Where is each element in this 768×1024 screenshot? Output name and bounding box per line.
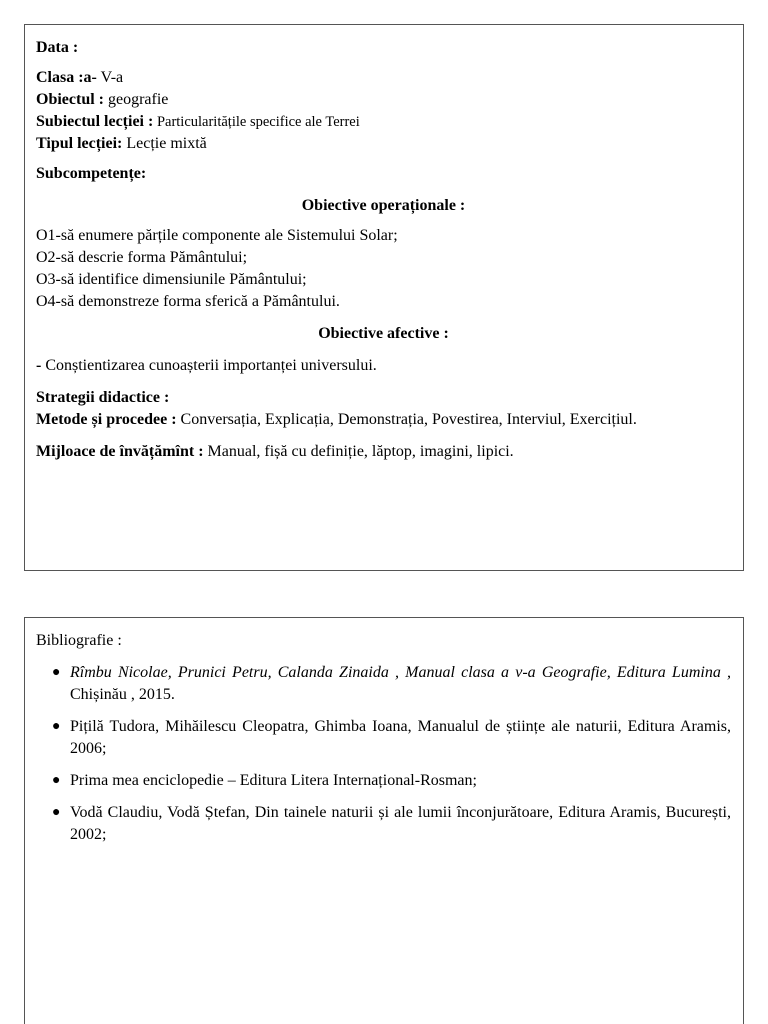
objective-text: forma sferică a Pământului bbox=[163, 293, 336, 310]
objective-prefix: O1-să enumere bbox=[36, 227, 138, 244]
objective-suffix: ; bbox=[393, 227, 398, 244]
objective-item bbox=[36, 225, 731, 247]
bibliography-italic: Rîmbu Nicolae, Prunici Petru, Calanda Zinaida , Manual clasa a v-a Geografie, Editura Lumina , bbox=[70, 664, 731, 681]
obiective-operationale-heading: Obiective operaționale : bbox=[301, 197, 466, 214]
bibliography-item bbox=[36, 662, 731, 706]
bullet-icon: ● bbox=[52, 719, 61, 734]
bibliography-item bbox=[36, 770, 731, 792]
bullet-icon: ● bbox=[52, 805, 61, 820]
bibliography-text: Pițilă Tudora, Mihăilescu Cleopatra, Ghimba Ioana, Manualul de științe ale naturii, Editura Aramis, 2006; bbox=[70, 718, 731, 757]
metode-value: Conversația, Explicația, Demonstrația, Povestirea, Interviul, Exercițiul. bbox=[176, 411, 637, 428]
objective-prefix: O3-să identifice bbox=[36, 271, 143, 288]
tipul-value: Lecție mixtă bbox=[122, 135, 207, 152]
objective-text: dimensiunile Pământului bbox=[142, 271, 303, 288]
objective-suffix: . bbox=[335, 293, 340, 310]
afective-item bbox=[36, 355, 731, 377]
objective-text: părțile componente ale Sistemului Solar bbox=[137, 227, 394, 244]
bullet-icon: ● bbox=[52, 665, 61, 680]
subiectul-value: Particularitățile specifice ale Terrei bbox=[153, 114, 360, 130]
bibliography-item bbox=[36, 802, 731, 846]
mijloace-value: Manual, fișă cu definiție, lăptop, imagini, lipici. bbox=[203, 443, 514, 460]
mijloace-label: Mijloace de învățămînt : bbox=[36, 443, 204, 460]
objective-suffix: ; bbox=[302, 271, 307, 288]
obiective-afective-heading: Obiective afective : bbox=[318, 325, 449, 342]
subiectul-line bbox=[36, 111, 731, 133]
objective-text: forma Pământului bbox=[127, 249, 243, 266]
objective-suffix: ; bbox=[242, 249, 248, 266]
lesson-plan-box bbox=[24, 24, 744, 571]
bibliography-box bbox=[24, 617, 744, 1024]
subcompetente-label: Subcompetențe: bbox=[36, 165, 147, 182]
bibliography-text: Prima mea enciclopedie – Editura Litera Internațional-Rosman; bbox=[70, 772, 477, 789]
bibliography-item bbox=[36, 716, 731, 760]
clasa-label: Clasa :a- bbox=[36, 69, 97, 86]
afective-dash: - bbox=[36, 357, 46, 374]
tipul-line bbox=[36, 133, 731, 155]
objective-prefix: O2-să descrie bbox=[36, 249, 128, 266]
afective-text-end: ei universului. bbox=[285, 357, 377, 374]
bibliography-text: Vodă Claudiu, Vodă Ștefan, Din tainele naturii și ale lumii înconjurătoare, Editura Aramis, București, 2002; bbox=[70, 804, 731, 843]
bibliography-list bbox=[36, 662, 731, 846]
mijloace-line bbox=[36, 441, 731, 463]
metode-line bbox=[36, 409, 731, 431]
objective-item bbox=[36, 269, 731, 291]
subiectul-label: Subiectul lecției : bbox=[36, 113, 154, 130]
objective-item bbox=[36, 291, 731, 313]
tipul-label: Tipul lecției: bbox=[36, 135, 123, 152]
clasa-value: V-a bbox=[96, 69, 124, 86]
strategii-label: Strategii didactice : bbox=[36, 389, 170, 406]
obiectul-label: Obiectul : bbox=[36, 91, 104, 108]
afective-text: Conștientizarea cunoașterii importanț bbox=[45, 357, 286, 374]
obiectul-line bbox=[36, 89, 731, 111]
objective-item bbox=[36, 247, 731, 269]
objective-prefix: O4-să demonstreze bbox=[36, 293, 164, 310]
data-label: Data : bbox=[36, 39, 79, 56]
lesson-info bbox=[36, 67, 731, 155]
objectives-list bbox=[36, 225, 731, 313]
bibliography-heading: Bibliografie : bbox=[36, 632, 122, 649]
obiectul-value: geografie bbox=[104, 91, 169, 108]
bullet-icon: ● bbox=[52, 773, 61, 788]
metode-label: Metode și procedee : bbox=[36, 411, 177, 428]
clasa-line bbox=[36, 67, 731, 89]
bibliography-text: Chișinău , 2015. bbox=[70, 686, 175, 703]
